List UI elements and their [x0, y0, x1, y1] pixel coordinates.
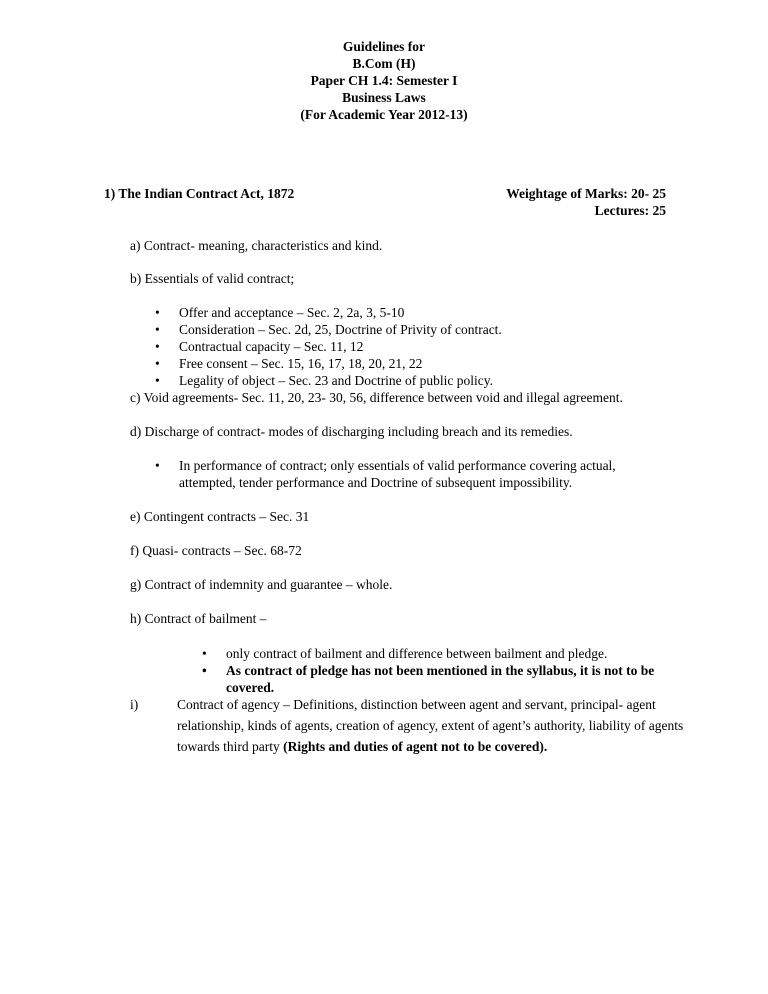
section-title: 1) The Indian Contract Act, 1872	[104, 186, 295, 201]
item-e: e) Contingent contracts – Sec. 31	[130, 509, 310, 524]
title-line-subject: Business Laws	[342, 90, 426, 105]
item-a: a) Contract- meaning, characteristics and kind.	[130, 238, 383, 253]
item-f: f) Quasi- contracts – Sec. 68-72	[130, 543, 302, 558]
bullet-icon: •	[155, 373, 160, 388]
bullet-icon: •	[202, 663, 207, 678]
weightage-text: Weightage of Marks: 20- 25	[506, 186, 666, 201]
item-i-text	[177, 694, 697, 757]
item-g: g) Contract of indemnity and guarantee – whole.	[130, 577, 393, 592]
bullet-list-discharge	[152, 457, 662, 491]
agency-note: (Rights and duties of agent not to be covered).	[283, 739, 548, 754]
title-line-paper: Paper CH 1.4: Semester I	[310, 73, 458, 88]
list-item: • Legality of object – Sec. 23 and Doctrine of public policy.	[155, 373, 494, 388]
item-i-label: i)	[130, 697, 139, 712]
item-h: h) Contract of bailment –	[130, 611, 267, 626]
lectures-text: Lectures: 25	[594, 203, 666, 218]
bullet-icon: •	[155, 356, 160, 371]
list-item: • In performance of contract; only essentials of valid performance covering actual, attempted, tender performance and Doctrine of subsequent impossibility.	[155, 458, 616, 490]
title-line-year: (For Academic Year 2012-13)	[300, 107, 468, 122]
item-b: b) Essentials of valid contract;	[130, 271, 295, 286]
bullet-icon: •	[155, 339, 160, 354]
agency-description: Contract of agency – Definitions, distinction between agent and servant, principal- agent relationship, kinds of agents, creation of agency, extent of agent’s authority, liability of agents towards third party	[177, 697, 684, 754]
bullet-icon: •	[202, 646, 207, 661]
list-item: • Contractual capacity – Sec. 11, 12	[155, 339, 364, 354]
list-item: • As contract of pledge has not been mentioned in the syllabus, it is not to be covered.	[202, 663, 655, 695]
bullet-list-bailment	[199, 645, 689, 696]
item-c: c) Void agreements- Sec. 11, 20, 23- 30, 56, difference between void and illegal agreement.	[130, 390, 623, 405]
list-item: • Consideration – Sec. 2d, 25, Doctrine of Privity of contract.	[155, 322, 502, 337]
bullet-list-essentials	[152, 304, 712, 389]
bullet-icon: •	[155, 305, 160, 320]
section-meta	[506, 185, 666, 219]
title-line-guidelines: Guidelines for	[342, 39, 426, 54]
item-d: d) Discharge of contract- modes of discharging including breach and its remedies.	[130, 424, 573, 439]
list-item: • only contract of bailment and difference between bailment and pledge.	[202, 646, 608, 661]
title-line-course: B.Com (H)	[352, 56, 416, 71]
list-item: • Free consent – Sec. 15, 16, 17, 18, 20, 21, 22	[155, 356, 423, 371]
list-item: • Offer and acceptance – Sec. 2, 2a, 3, 5-10	[155, 305, 405, 320]
bullet-icon: •	[155, 458, 160, 473]
document-title-block	[0, 38, 768, 123]
bullet-icon: •	[155, 322, 160, 337]
